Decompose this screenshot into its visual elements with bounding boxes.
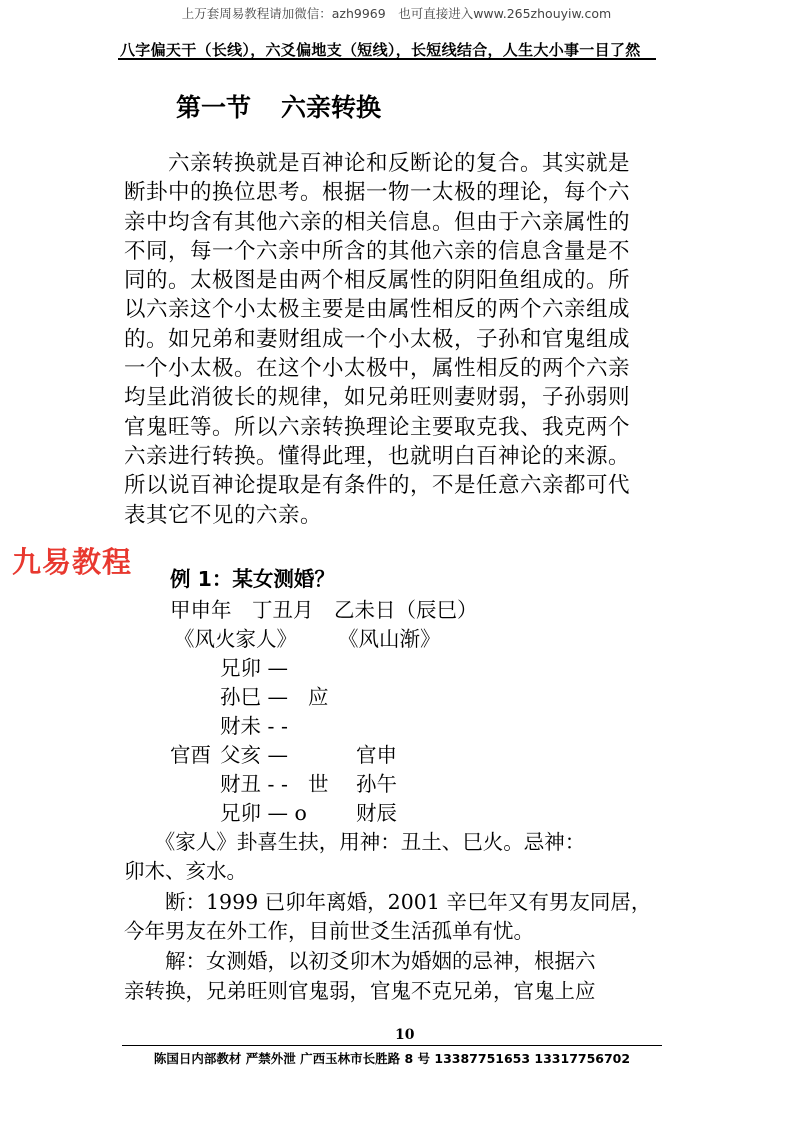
paragraph-line: 同的。太极图是由两个相反属性的阴阳鱼组成的。所 <box>124 268 631 294</box>
gua-changed-name: 《风山渐》 <box>338 627 441 651</box>
paragraph-line: 官鬼旺等。所以六亲转换理论主要取克我、我克两个 <box>124 414 631 440</box>
paragraph-line: 以六亲这个小太极主要是由属性相反的两个六亲组成 <box>124 297 631 323</box>
yao-line-changed: 孙午 <box>356 772 397 796</box>
yao-line-changed: 财辰 <box>356 801 397 825</box>
analysis-line: 亲转换，兄弟旺则官鬼弱，官鬼不克兄弟，官鬼上应 <box>124 979 596 1003</box>
yao-line-main: 财丑 - - <box>220 772 288 796</box>
paragraph-line: 的。如兄弟和妻财组成一个小太极，子孙和官鬼组成 <box>124 326 631 352</box>
yao-line-marker: 应 <box>308 685 329 709</box>
yao-line-marker: 世 <box>308 772 329 796</box>
paragraph-line: 不同，每一个六亲中所含的其他六亲的信息含量是不 <box>124 238 631 264</box>
running-header: 八字偏天干（长线），六爻偏地支（短线），长短线结合，人生大小事一目了然 <box>120 41 641 59</box>
paragraph-line: 一个小太极。在这个小太极中，属性相反的两个六亲 <box>124 356 631 382</box>
yao-line-main: 孙巳 — <box>220 685 289 709</box>
paragraph-line: 六亲转换就是百神论和反断论的复合。其实就是 <box>124 151 631 176</box>
paragraph-line: 六亲进行转换。懂得此理，也就明白百神论的来源。 <box>124 443 631 469</box>
section-number: 第一节 <box>176 93 252 122</box>
yao-line-changed: 官申 <box>356 743 397 767</box>
watermark-logo: 九易教程 <box>12 545 133 579</box>
example-title: 例 1：某女测婚？ <box>170 567 335 591</box>
section-name: 六亲转换 <box>281 93 382 122</box>
yao-line-prefix: 官酉 <box>170 743 211 767</box>
section-title <box>176 88 381 124</box>
yao-line-main: 兄卯 — <box>220 656 289 680</box>
top-note: 上万套周易教程请加微信：azh9969 也可直接进入www.265zhouyiw.com <box>181 6 612 21</box>
analysis-line: 《家人》卦喜生扶，用神：丑土、巳火。忌神： <box>124 830 586 854</box>
gua-main-name: 《风火家人》 <box>174 627 297 651</box>
yao-line-main: 兄卯 — o <box>220 801 307 825</box>
paragraph-line: 表其它不见的六亲。 <box>124 502 323 528</box>
paragraph-line: 断卦中的换位思考。根据一物一太极的理论，每个六 <box>124 180 631 206</box>
analysis-line: 解：女测婚，以初爻卯木为婚姻的忌神，根据六 <box>124 949 596 973</box>
paragraph-line: 所以说百神论提取是有条件的，不是任意六亲都可代 <box>124 473 631 499</box>
page-number: 10 <box>395 1027 415 1043</box>
page-footer: 陈国日内部教材 严禁外泄 广西玉林市长胜路 8 号 13387751653 13317756702 <box>153 1051 631 1066</box>
analysis-line: 今年男友在外工作，目前世爻生活孤单有忧。 <box>124 919 534 943</box>
analysis-line: 断：1999 已卯年离婚，2001 辛巳年又有男友同居， <box>124 890 652 914</box>
header-rule <box>118 58 656 60</box>
yao-line-main: 财未 - - <box>220 714 288 738</box>
body-paragraph <box>124 149 644 530</box>
paragraph-line: 亲中均含有其他六亲的相关信息。但由于六亲属性的 <box>124 209 631 235</box>
footer-rule <box>122 1045 662 1046</box>
analysis-line: 卯木、亥水。 <box>124 859 247 883</box>
yao-line-main: 父亥 — <box>220 743 289 767</box>
paragraph-line: 均呈此消彼长的规律，如兄弟旺则妻财弱，子孙弱则 <box>124 385 631 411</box>
example-date: 甲申年 丁丑月 乙未日（辰巳） <box>170 598 478 622</box>
